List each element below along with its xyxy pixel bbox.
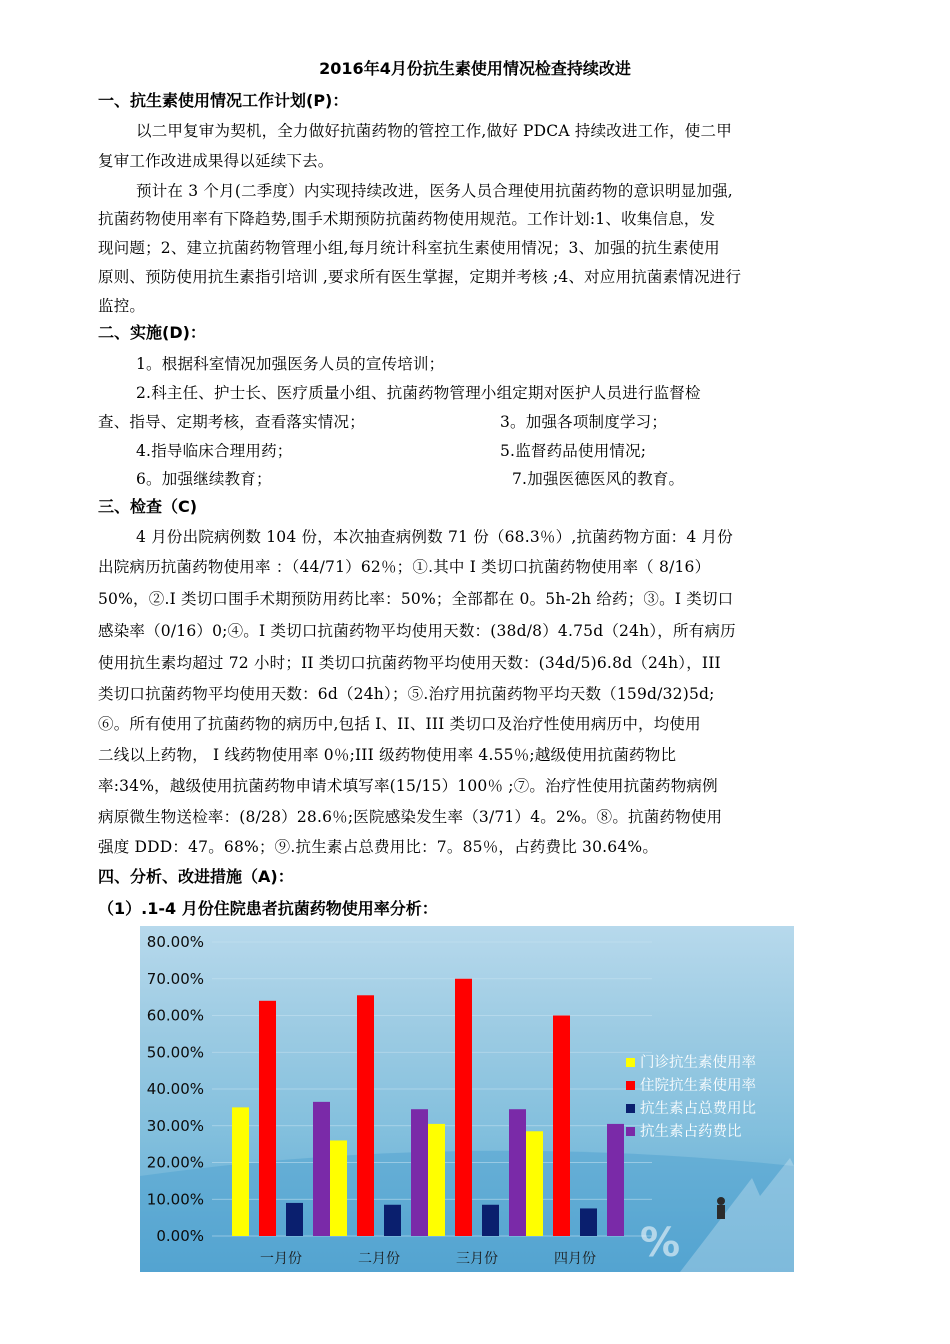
plan-line: 现问题；2、建立抗菌药物管理小组,每月统计科室抗生素使用情况；3、加强的抗生素使用 [98,239,720,257]
do-item-1: 1。根据科室情况加强医务人员的宣传培训； [136,355,445,373]
check-line: 50%，②.Ⅰ 类切口围手术期预防用药比率：50%；全部都在 0。5h-2h 给药；③。Ⅰ 类切口 [98,590,734,608]
person-figure-body [717,1205,725,1219]
y-tick-label: 50.00% [146,1043,204,1062]
plan-line: 以二甲复审为契机，全力做好抗菌药物的管控工作,做好 PDCA 持续改进工作，使二甲 [136,122,732,140]
legend-swatch [626,1081,635,1090]
section-heading-plan: 一、抗生素使用情况工作计划(P)： [98,91,349,110]
section-heading-do: 二、实施(D)： [98,323,206,342]
bar [384,1205,401,1236]
y-tick-label: 60.00% [146,1006,204,1025]
y-tick-label: 70.00% [146,969,204,988]
check-line: 二线以上药物， Ⅰ 线药物使用率 0％;III 级药物使用率 4.55％;越级使用抗菌药物比 [98,746,677,764]
y-tick-label: 40.00% [146,1080,204,1098]
bar [330,1140,347,1236]
bar [553,1016,570,1237]
bar [482,1205,499,1236]
legend-label: 抗生素占总费用比 [640,1101,756,1117]
bar [313,1102,330,1236]
do-item-4: 4.指导临床合理用药； [136,442,293,460]
check-line: 使用抗生素均超过 72 小时；II 类切口抗菌药物平均使用天数：(34d/5)6.8d（24h），III [98,654,721,672]
check-line: 类切口抗菌药物平均使用天数：6d（24h）；⑤.治疗用抗菌药物平均天数（159d/32)5d; [98,685,715,703]
bar [509,1109,526,1236]
x-tick-label: 三月份 [456,1251,498,1267]
y-tick-label: 0.00% [156,1227,204,1245]
check-line: ⑥。所有使用了抗菌药物的病历中,包括 Ⅰ、II、III 类切口及治疗性使用病历中，均使用 [98,715,701,733]
x-tick-label: 一月份 [260,1251,302,1267]
check-line: 出院病历抗菌药物使用率 ：（44/71）62％；①.其中 Ⅰ 类切口抗菌药物使用率（ 8/16） [98,558,711,576]
person-figure-icon [717,1197,725,1205]
check-line: 率:34%，越级使用抗菌药物申请术填写率(15/15）100％ ;⑦。治疗性使用抗菌药物病例 [98,777,718,795]
do-item-6: 6。加强继续教育； [136,470,272,488]
bar-chart [140,926,794,1272]
y-tick-label: 30.00% [146,1116,204,1135]
check-line: 感染率（0/16）0;④。Ⅰ 类切口抗菌药物平均使用天数：(38d/8）4.75d（24h），所有病历 [98,622,736,640]
legend-label: 住院抗生素使用率 [640,1078,756,1094]
bar [455,979,472,1236]
legend-swatch [626,1058,635,1067]
check-line: 强度 DDD：47。68%；⑨.抗生素占总费用比：7。85％，占药费比 30.64%。 [98,838,659,856]
bar [428,1124,445,1236]
do-item-2: 2.科主任、护士长、医疗质量小组、抗菌药物管理小组定期对医护人员进行监督检 [136,384,701,402]
do-item-3: 3。加强各项制度学习； [500,413,668,431]
legend-label: 门诊抗生素使用率 [640,1055,756,1071]
plan-line: 复审工作改进成果得以延续下去。 [98,152,334,170]
check-line: 4 月份出院病例数 104 份，本次抽查病例数 71 份（68.3％）,抗菌药物方面：4 月份 [136,528,733,546]
bar [411,1109,428,1236]
legend-swatch [626,1127,635,1136]
bar [286,1203,303,1236]
chart-canvas [140,926,794,1272]
do-item-7: 7.加强医德医风的教育。 [512,470,685,488]
bar [526,1131,543,1236]
x-tick-label: 四月份 [554,1251,596,1267]
y-tick-label: 10.00% [146,1190,204,1209]
do-item-2-cont: 查、指导、定期考核，查看落实情况； [98,413,365,431]
legend-label: 抗生素占药费比 [640,1124,742,1140]
section-heading-act: 四、分析、改进措施（A)： [98,867,294,886]
plan-line: 监控。 [98,297,146,315]
bar [232,1107,249,1236]
bar [607,1124,624,1236]
section-heading-check: 三、检查（C) [98,497,198,516]
x-tick-label: 二月份 [358,1251,400,1267]
y-tick-label: 80.00% [146,933,204,951]
bar [580,1208,597,1236]
percent-icon: % [640,1220,681,1266]
bar [357,995,374,1236]
legend-swatch [626,1104,635,1113]
check-line: 病原微生物送检率：(8/28）28.6％;医院感染发生率（3/71）4。2%。⑧。抗菌药物使用 [98,808,723,826]
page-title: 2016年4月份抗生素使用情况检查持续改进 [319,59,631,78]
plan-line: 预计在 3 个月(二季度）内实现持续改进，医务人员合理使用抗菌药物的意识明显加强, [136,182,733,200]
plan-line: 原则、预防使用抗生素指引培训 ,要求所有医生掌握，定期并考核 ;4、对应用抗菌素情况进行 [98,268,742,286]
plan-line: 抗菌药物使用率有下降趋势,围手术期预防抗菌药物使用规范。工作计划:1、收集信息，发 [98,210,716,228]
bar [259,1001,276,1236]
y-tick-label: 20.00% [146,1153,204,1172]
chart-caption: （1）.1-4 月份住院患者抗菌药物使用率分析： [98,899,438,918]
do-item-5: 5.监督药品使用情况; [500,442,647,460]
